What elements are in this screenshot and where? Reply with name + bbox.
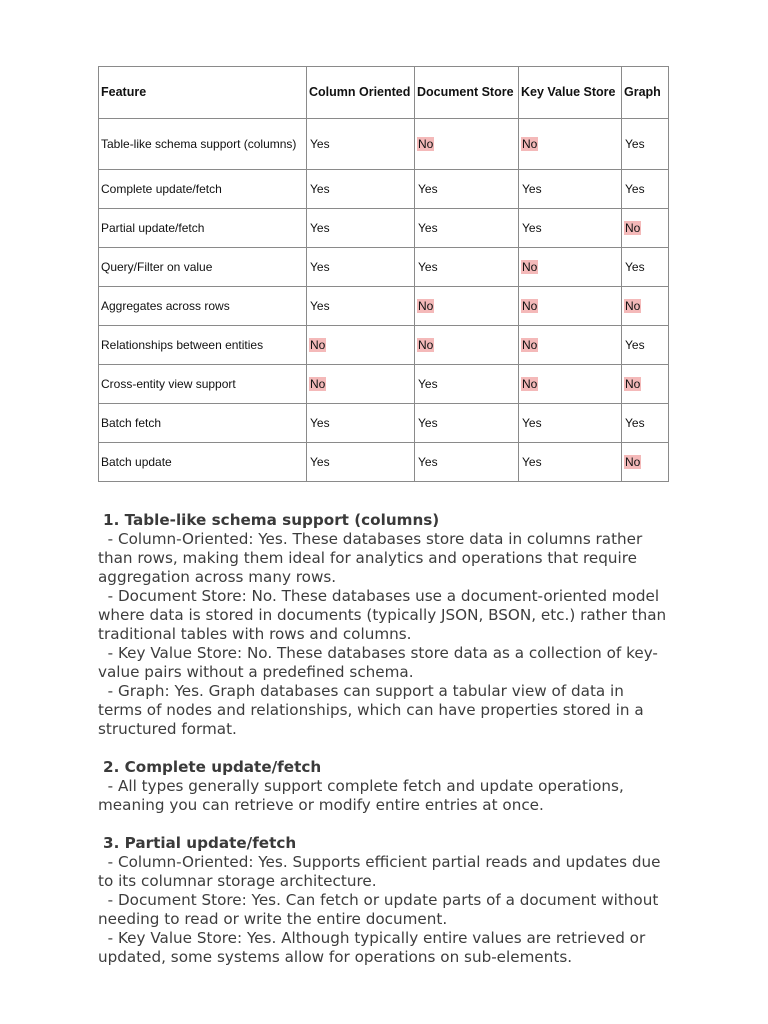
feature-cell: Batch fetch (99, 404, 307, 443)
value-cell (307, 365, 415, 404)
value-cell (622, 443, 669, 482)
value-cell (519, 404, 622, 443)
value-cell (622, 287, 669, 326)
value-cell (622, 365, 669, 404)
header-column-oriented: Column Oriented (307, 67, 415, 119)
header-feature: Feature (99, 67, 307, 119)
value-cell (307, 170, 415, 209)
yes-value: Yes (418, 182, 438, 196)
feature-cell: Table-like schema support (columns) (99, 119, 307, 170)
feature-comparison-table (98, 66, 669, 482)
value-cell (307, 209, 415, 248)
yes-value: Yes (418, 416, 438, 430)
no-highlight-value: No (522, 299, 538, 313)
yes-value: Yes (522, 182, 542, 196)
value-cell (415, 209, 519, 248)
yes-value: Yes (418, 260, 438, 274)
value-cell (519, 365, 622, 404)
value-cell (415, 365, 519, 404)
value-cell (307, 404, 415, 443)
value-cell (519, 326, 622, 365)
section-heading: 1. Table-like schema support (columns) (103, 511, 440, 529)
no-highlight-value: No (310, 377, 326, 391)
value-cell (415, 443, 519, 482)
no-highlight-value: No (625, 221, 641, 235)
section-line: - Key Value Store: No. These databases store data as a collection of key-value pairs without a predefined schema. (98, 644, 658, 681)
value-cell (519, 287, 622, 326)
value-cell (622, 248, 669, 287)
no-highlight-value: No (522, 137, 538, 151)
yes-value: Yes (418, 221, 438, 235)
section-line: - Key Value Store: Yes. Although typically entire values are retrieved or updated, some systems allow for operations on sub-elements. (98, 929, 646, 966)
value-cell (519, 209, 622, 248)
yes-value: Yes (310, 260, 330, 274)
no-highlight-value: No (418, 137, 434, 151)
yes-value: Yes (625, 260, 645, 274)
table-row (99, 248, 669, 287)
table-row (99, 170, 669, 209)
section-line: - Graph: Yes. Graph databases can support a tabular view of data in terms of nodes and relationships, which can have properties stored in a structured format. (98, 682, 644, 738)
no-highlight-value: No (522, 338, 538, 352)
header-document-store: Document Store (415, 67, 519, 119)
no-highlight-value: No (522, 377, 538, 391)
table-row (99, 443, 669, 482)
value-cell (307, 326, 415, 365)
header-key-value-store: Key Value Store (519, 67, 622, 119)
value-cell (415, 248, 519, 287)
value-cell (622, 119, 669, 170)
yes-value: Yes (310, 182, 330, 196)
feature-cell: Cross-entity view support (99, 365, 307, 404)
table-body (99, 119, 669, 482)
value-cell (415, 404, 519, 443)
feature-cell: Partial update/fetch (99, 209, 307, 248)
value-cell (307, 287, 415, 326)
no-highlight-value: No (625, 377, 641, 391)
yes-value: Yes (522, 221, 542, 235)
value-cell (307, 443, 415, 482)
section-line: - All types generally support complete fetch and update operations, meaning you can retrieve or modify entire entries at once. (98, 777, 624, 814)
yes-value: Yes (625, 338, 645, 352)
feature-cell: Batch update (99, 443, 307, 482)
table-row (99, 287, 669, 326)
table-header-row (99, 67, 669, 119)
no-highlight-value: No (418, 299, 434, 313)
yes-value: Yes (522, 416, 542, 430)
explanation-section (98, 511, 668, 739)
feature-cell: Aggregates across rows (99, 287, 307, 326)
section-heading: 2. Complete update/fetch (103, 758, 322, 776)
no-highlight-value: No (418, 338, 434, 352)
header-graph: Graph (622, 67, 669, 119)
feature-cell: Relationships between entities (99, 326, 307, 365)
section-line: - Column-Oriented: Yes. Supports efficient partial reads and updates due to its columnar storage architecture. (98, 853, 661, 890)
value-cell (415, 287, 519, 326)
section-line: - Column-Oriented: Yes. These databases store data in columns rather than rows, making them ideal for analytics and operations that require aggregation across many rows. (98, 530, 643, 586)
yes-value: Yes (625, 416, 645, 430)
value-cell (415, 119, 519, 170)
value-cell (622, 170, 669, 209)
feature-cell: Query/Filter on value (99, 248, 307, 287)
value-cell (622, 404, 669, 443)
value-cell (415, 326, 519, 365)
no-highlight-value: No (625, 455, 641, 469)
value-cell (415, 170, 519, 209)
value-cell (519, 170, 622, 209)
value-cell (622, 326, 669, 365)
section-line: - Document Store: No. These databases use a document-oriented model where data is stored in documents (typically JSON, BSON, etc.) rather than traditional tables with rows and columns. (98, 587, 667, 643)
section-line: - Document Store: Yes. Can fetch or update parts of a document without needing to read or write the entire document. (98, 891, 659, 928)
section-heading: 3. Partial update/fetch (103, 834, 297, 852)
yes-value: Yes (310, 137, 330, 151)
no-highlight-value: No (625, 299, 641, 313)
yes-value: Yes (310, 221, 330, 235)
yes-value: Yes (625, 182, 645, 196)
table-row (99, 404, 669, 443)
explanation-section (98, 758, 668, 815)
feature-cell: Complete update/fetch (99, 170, 307, 209)
table-row (99, 326, 669, 365)
yes-value: Yes (625, 137, 645, 151)
yes-value: Yes (418, 377, 438, 391)
no-highlight-value: No (310, 338, 326, 352)
value-cell (519, 119, 622, 170)
explanation-section (98, 834, 668, 967)
value-cell (519, 248, 622, 287)
no-highlight-value: No (522, 260, 538, 274)
value-cell (307, 248, 415, 287)
yes-value: Yes (522, 455, 542, 469)
table-row (99, 119, 669, 170)
yes-value: Yes (310, 416, 330, 430)
table-row (99, 209, 669, 248)
value-cell (519, 443, 622, 482)
value-cell (622, 209, 669, 248)
explanations-text (98, 511, 668, 986)
yes-value: Yes (310, 299, 330, 313)
yes-value: Yes (310, 455, 330, 469)
value-cell (307, 119, 415, 170)
table-row (99, 365, 669, 404)
yes-value: Yes (418, 455, 438, 469)
